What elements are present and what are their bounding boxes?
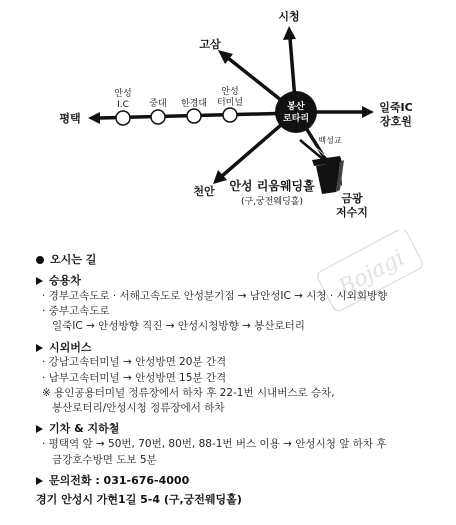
triangle-bullet-icon — [36, 477, 43, 485]
directions-section — [36, 252, 448, 508]
label-geumgwang-2: 저수지 — [336, 206, 368, 219]
station-label-hankyong: 한경대 — [180, 99, 208, 109]
car-line-2: · 중부고속도로 — [42, 305, 110, 318]
station-anseong-ic — [116, 111, 130, 125]
wedding-hall-building-icon — [312, 156, 344, 194]
label-venue: 안성 리움웨딩홀 — [229, 179, 315, 193]
station-hankyong — [187, 109, 201, 123]
label-ilju-ic: 일죽IC — [379, 101, 413, 114]
station-label-anseong-1: 안성 — [114, 89, 132, 99]
triangle-bullet-icon — [36, 425, 43, 433]
station-label-jungdae: 중대 — [149, 99, 167, 109]
station-jungdae — [151, 110, 165, 124]
train-section-head — [36, 421, 448, 437]
bus-note-2: 봉산로터리/안성시청 정류장에서 하차 — [52, 402, 225, 415]
label-gosam: 고삼 — [199, 38, 221, 51]
phone-text: 문의전화 : 031-676-4000 — [49, 473, 190, 487]
phone-line — [36, 473, 448, 489]
bus-head-text: 시외버스 — [49, 340, 92, 354]
car-section-head — [36, 273, 448, 289]
train-line-1: · 평택역 앞 → 50번, 70번, 80번, 88-1번 버스 이용 → 안성시청 앞 하차 후 — [42, 438, 387, 451]
station-label-anseong-2: I.C — [117, 100, 129, 110]
directions-title — [36, 252, 448, 268]
label-cheonan: 천안 — [193, 185, 215, 198]
car-head-text: 승용차 — [49, 273, 81, 287]
label-venue-sub: (구,궁전웨딩홀) — [240, 197, 304, 207]
station-label-terminal-1: 안성 — [221, 87, 239, 97]
watermark-text: Bojagi — [334, 245, 409, 301]
label-baekseonggyo: 백성교 — [318, 136, 342, 145]
triangle-bullet-icon — [36, 277, 43, 285]
rotary-circle — [275, 91, 317, 133]
bus-section-head — [36, 340, 448, 356]
directions-title-text: 오시는 길 — [50, 253, 97, 266]
train-line-2: 금강호수방면 도보 5분 — [52, 453, 157, 466]
bullet-dot-icon — [36, 256, 44, 264]
arrow-pyeongtaek — [88, 112, 100, 124]
bus-note-1: ※ 용인공용터미널 정류장에서 하차 후 22-1번 시내버스로 승차, — [42, 386, 335, 399]
arrow-ilju — [362, 106, 374, 118]
rotary-label-2: 로타리 — [282, 114, 310, 124]
label-pyeongtaek: 평택 — [59, 112, 81, 125]
bus-line-2: · 남부고속터미널 → 안성방면 15분 간격 — [42, 371, 227, 384]
train-head-text: 기차 & 지하철 — [49, 422, 120, 436]
label-geumgwang-1: 금광 — [341, 192, 363, 205]
label-sicheong: 시청 — [278, 10, 300, 23]
bus-line-1: · 강남고속터미널 → 안성방면 20분 간격 — [42, 356, 227, 369]
arrow-sicheong — [283, 26, 296, 40]
label-hojang: 장호원 — [380, 115, 412, 128]
station-terminal — [223, 108, 237, 122]
rotary-label-1: 봉산 — [287, 102, 305, 112]
address-line: 경기 안성시 가현1길 5-4 (구,궁전웨딩홀) — [36, 492, 242, 506]
station-label-terminal-2: 터미널 — [216, 98, 244, 108]
car-line-3: 일죽IC → 안성방향 직진 → 안성시청방향 → 봉산로터리 — [52, 320, 305, 333]
location-map — [0, 0, 456, 240]
car-line-1: · 경부고속도로 · 서해고속도로 안성분기점 → 남안성IC → 시청 · 시외회방향 — [42, 289, 388, 302]
triangle-bullet-icon — [36, 344, 43, 352]
